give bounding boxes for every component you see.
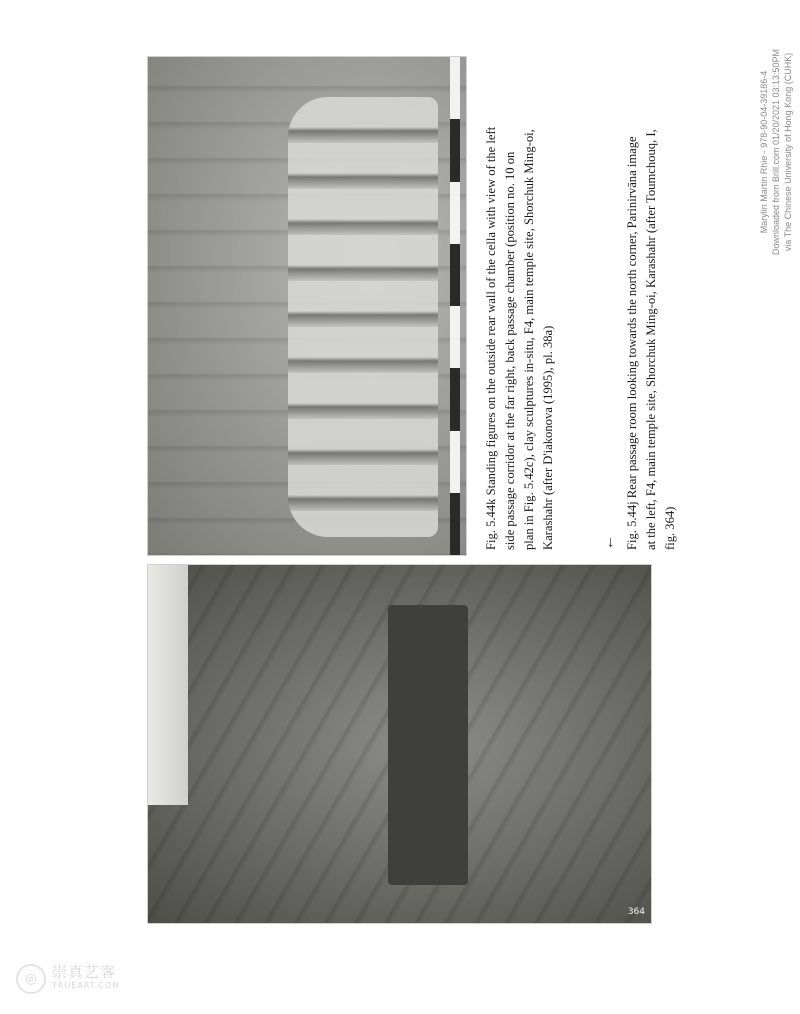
caption-fig-5-44j bbox=[600, 50, 680, 550]
stamp-line: via The Chinese University of Hong Kong (CUHK) bbox=[783, 52, 793, 252]
stamp-line: Downloaded from Brill.com 01/20/2021 03:13:50PM bbox=[771, 48, 781, 256]
measurement-scale-bar bbox=[450, 57, 460, 555]
caption-line: Karashahr (after D'iakonova (1995), pl. 38a) bbox=[541, 325, 555, 550]
caption-line: Fig. 5.44k Standing figures on the outside rear wall of the cella with view of the left bbox=[484, 126, 498, 550]
watermark-logo-icon: ◎ bbox=[16, 964, 46, 994]
photo-standing-figures bbox=[147, 56, 467, 556]
watermark bbox=[16, 964, 120, 994]
plate-number: 364 bbox=[627, 907, 645, 917]
caption-line: Fig. 5.44j Rear passage room looking towards the north corner, Parinirvāna image bbox=[625, 136, 639, 550]
caption-line: fig. 364) bbox=[663, 506, 677, 550]
caption-line: at the left, F4, main temple site, Shorchuk Ming-oi, Karashahr (after Toumchouq, I, bbox=[644, 129, 658, 550]
watermark-name-cn: 崇真艺客 bbox=[52, 963, 117, 981]
stamp-line: Marylin Martin Rhie - 978-90-04-39186-4 bbox=[759, 70, 769, 234]
download-stamp bbox=[758, 22, 794, 282]
photo-rear-passage-room bbox=[147, 564, 652, 924]
doorway-area bbox=[388, 605, 468, 885]
watermark-name-en: TRUEART.COM bbox=[52, 981, 121, 990]
caption-line: plan in Fig. 5.42c), clay sculptures in-situ, F4, main temple site, Shorchuk Ming-oi, bbox=[522, 129, 536, 550]
sky-area bbox=[148, 565, 188, 805]
arrow-left-icon: ← bbox=[601, 535, 617, 550]
caption-line: side passage corridor at the far right, back passage chamber (position no. 10 on bbox=[503, 151, 517, 550]
clay-sculptures-image bbox=[288, 97, 438, 537]
caption-fig-5-44k bbox=[482, 50, 558, 550]
